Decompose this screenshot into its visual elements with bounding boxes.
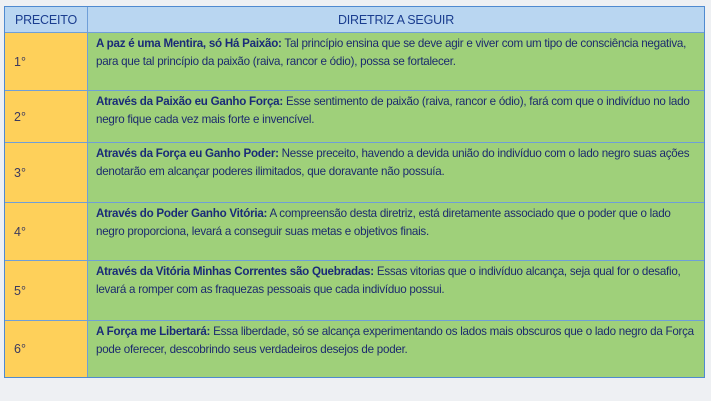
precept-text: Essas vitorias que o indivíduo alcança, seja qual for o desafio, levará a romper com as fraquezas pessoais que cada indivíduo possui. [96,265,681,296]
table-row [5,320,704,377]
precept-title: Através do Poder Ganho Vitória: [96,207,268,220]
precept-text: Nesse preceito, havendo a devida união do indivíduo com o lado negro suas ações denotarão em alcançar poderes ilimitados, que doravante não possuía. [96,147,690,178]
precept-number: 2° [5,91,88,142]
precept-text: Esse sentimento de paixão (raiva, rancor e ódio), fará com que o indivíduo no lado negro fique cada vez mais forte e invencível. [96,95,690,126]
precept-number: 4° [5,203,88,260]
precept-text: A compreensão desta diretriz, está diretamente associado que o poder que o lado negro proporciona, levará a conseguir suas metas e objetivos finais. [96,207,671,238]
table-row [5,32,704,90]
precept-number: 5° [5,261,88,320]
precept-description [88,143,704,202]
precept-description [88,33,704,90]
precept-text: Essa liberdade, só se alcança experimentando os lados mais obscuros que o lado negro da Força pode oferecer, descobrindo seus verdadeiros desejos de poder. [96,325,694,356]
precept-number: 1° [5,33,88,90]
precept-number: 6° [5,321,88,377]
precept-description [88,261,704,320]
header-diretriz: DIRETRIZ A SEGUIR [337,12,455,27]
table-row [5,90,704,142]
header-preceito: PRECEITO [5,7,88,32]
precept-description [88,321,704,377]
precept-title: A Força me Libertará: [96,325,211,338]
precept-title: A paz é uma Mentira, só Há Paixão: [96,37,282,50]
precept-description [88,91,704,142]
precept-title: Através da Paixão eu Ganho Força: [96,95,283,108]
table-row [5,260,704,320]
precept-description [88,203,704,260]
table-row [5,202,704,260]
precept-text: Tal princípio ensina que se deve agir e viver com um tipo de consciência negativa, para que tal princípio da paixão (raiva, rancor e ódio), possa se fortalecer. [96,37,687,68]
table-header-row [5,7,704,32]
table-row [5,142,704,202]
precept-title: Através da Vitória Minhas Correntes são Quebradas: [96,265,374,278]
precept-title: Através da Força eu Ganho Poder: [96,147,279,160]
precepts-table [4,6,705,378]
precept-number: 3° [5,143,88,202]
